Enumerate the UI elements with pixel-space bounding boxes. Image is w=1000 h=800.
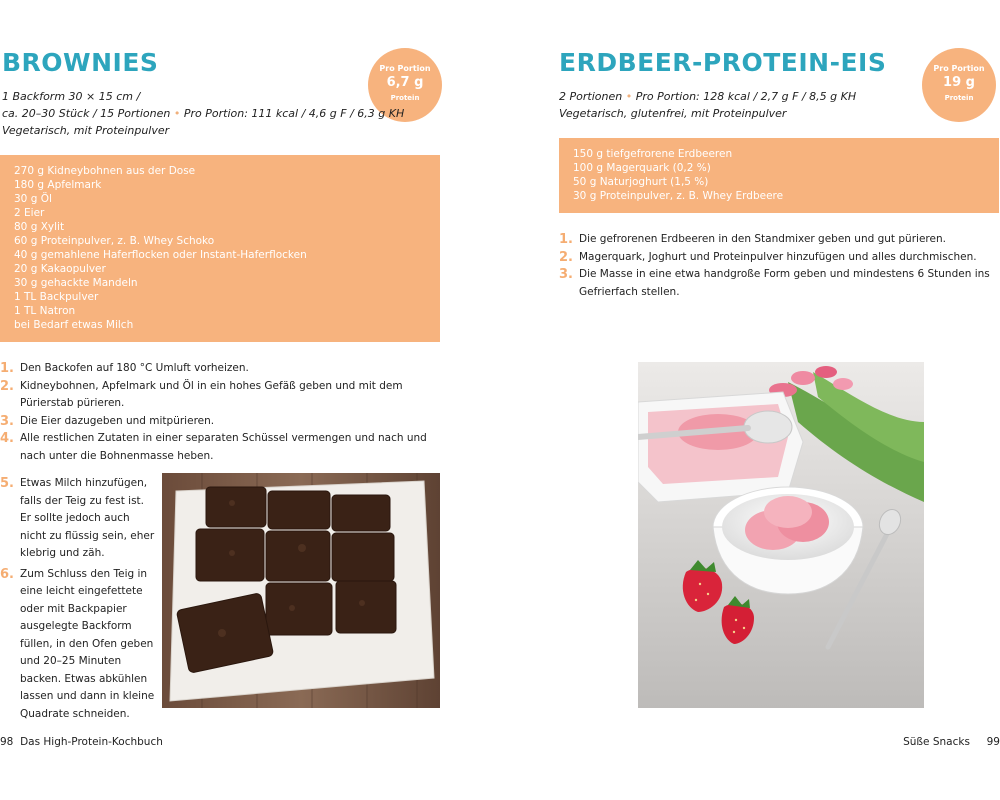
steps-list-narrow <box>0 475 158 723</box>
steps-list <box>0 360 440 465</box>
step-item <box>559 249 991 267</box>
separator-dot: • <box>173 107 181 120</box>
step-text: Die Masse in eine etwa handgroße Form geben und mindestens 6 Stunden ins Gefrierfach stellen. <box>579 268 990 298</box>
recipe-meta <box>559 88 856 122</box>
badge-top: Pro Portion <box>379 64 431 73</box>
badge-top: Pro Portion <box>933 64 985 73</box>
meta-line: Vegetarisch, mit Proteinpulver <box>2 124 170 137</box>
book-title: Das High-Protein-Kochbuch <box>20 736 163 748</box>
meta-line: Vegetarisch, glutenfrei, mit Proteinpulver <box>559 107 787 120</box>
footer-left <box>0 736 163 748</box>
meta-line: 2 Portionen • Pro Portion: 128 kcal / 2,7 g F / 8,5 g KH <box>559 90 857 103</box>
ingredient-item: 1 TL Natron <box>14 305 76 317</box>
step-item <box>559 231 991 249</box>
brownies-photo <box>162 473 440 708</box>
ingredient-item: 40 g gemahlene Haferflocken oder Instant-Haferflocken <box>14 249 307 261</box>
strawberry-ice-cream-photo <box>638 362 924 708</box>
badge-bottom: Protein <box>390 94 420 102</box>
step-number: 4. <box>0 431 14 446</box>
step-text: Zum Schluss den Teig in eine leicht eingefettete oder mit Backpapier ausgelegte Backform füllen, in den Ofen geben und 20–25 Minuten backen. Etwas abkühlen lassen und dann in kleine Quadrate schneiden. <box>20 567 155 720</box>
ingredient-item: 150 g tiefgefrorene Erdbeeren <box>573 148 733 160</box>
ingredient-item: 1 TL Backpulver <box>14 291 99 303</box>
step-number: 3. <box>0 413 14 429</box>
recipe-title: BROWNIES <box>2 48 159 77</box>
step-text: Die gefrorenen Erdbeeren in den Standmixer geben und gut pürieren. <box>579 233 946 245</box>
right-page <box>500 0 1000 800</box>
step-number: 5. <box>0 476 14 491</box>
footer-right <box>903 736 1000 748</box>
ingredient-item: 80 g Xylit <box>14 221 65 233</box>
badge-value: 19 g <box>943 75 975 90</box>
ingredient-item: bei Bedarf etwas Milch <box>14 319 134 331</box>
step-text: Den Backofen auf 180 °C Umluft vorheizen. <box>20 362 249 374</box>
ingredient-item: 30 g Proteinpulver, z. B. Whey Erdbeere <box>573 190 784 202</box>
step-number: 2. <box>559 249 573 265</box>
ingredient-item: 20 g Kakaopulver <box>14 263 106 275</box>
page-number: 99 <box>986 736 1000 748</box>
step-text: Etwas Milch hinzufügen, falls der Teig zu fest ist. Er sollte jedoch auch nicht zu flüssig sein, eher klebrig und zäh. <box>20 477 155 559</box>
step-text: Alle restlichen Zutaten in einer separaten Schüssel vermengen und nach und nach unter die Bohnenmasse heben. <box>20 432 427 462</box>
step-text: Magerquark, Joghurt und Proteinpulver hinzufügen und alles durchmischen. <box>579 250 977 263</box>
ingredient-item: 270 g Kidneybohnen aus der Dose <box>14 165 196 177</box>
step-number: 1. <box>559 232 573 247</box>
brownies-illustration <box>162 473 440 708</box>
recipe-title: ERDBEER-PROTEIN-EIS <box>559 48 887 77</box>
page-number: 98 <box>0 736 14 748</box>
step-number: 1. <box>0 361 14 376</box>
ingredients-box <box>559 138 999 213</box>
ingredient-item: 50 g Naturjoghurt (1,5 %) <box>573 176 709 188</box>
ice-cream-illustration <box>638 362 924 708</box>
steps-list <box>559 231 991 301</box>
step-item <box>0 360 440 378</box>
step-item <box>0 566 158 724</box>
step-item <box>559 266 991 301</box>
badge-value: 6,7 g <box>386 75 424 90</box>
step-number: 6. <box>0 566 14 582</box>
step-item <box>0 413 440 431</box>
ingredient-item: 30 g gehackte Mandeln <box>14 277 138 289</box>
ingredient-item: 2 Eier <box>14 207 45 219</box>
meta-line: 1 Backform 30 × 15 cm / <box>2 90 141 103</box>
section-title: Süße Snacks <box>903 736 970 748</box>
step-text: Die Eier dazugeben und mitpürieren. <box>20 414 215 427</box>
ingredient-item: 180 g Apfelmark <box>14 179 102 191</box>
recipe-meta <box>2 88 404 139</box>
step-number: 2. <box>0 378 14 394</box>
step-item <box>0 430 440 465</box>
protein-badge <box>922 48 996 122</box>
step-text: Kidneybohnen, Apfelmark und Öl in ein hohes Gefäß geben und mit dem Pürierstab pürieren. <box>20 379 403 409</box>
badge-bottom: Protein <box>944 94 974 102</box>
meta-line: ca. 20–30 Stück / 15 Portionen • Pro Portion: 111 kcal / 4,6 g F / 6,3 g KH <box>2 107 405 120</box>
step-item <box>0 475 158 563</box>
ingredient-item: 60 g Proteinpulver, z. B. Whey Schoko <box>14 235 215 247</box>
ingredient-item: 100 g Magerquark (0,2 %) <box>573 162 711 174</box>
separator-dot: • <box>625 90 633 103</box>
step-number: 3. <box>559 267 573 282</box>
step-item <box>0 378 440 413</box>
ingredient-item: 30 g Öl <box>14 193 52 205</box>
ingredients-box <box>0 155 440 342</box>
